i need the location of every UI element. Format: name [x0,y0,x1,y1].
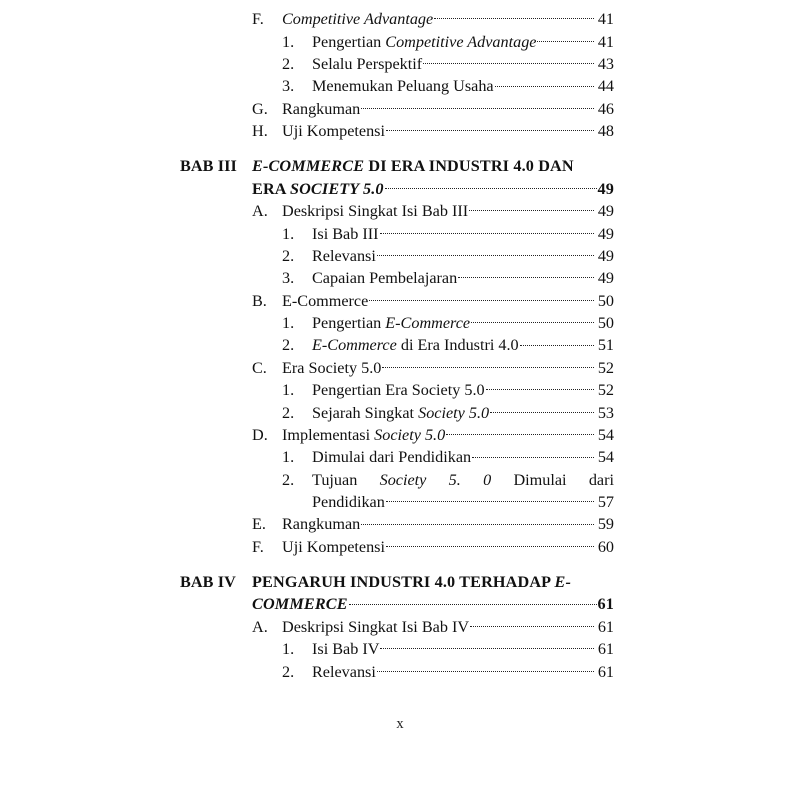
toc-chapter-row-cont[interactable] [180,593,614,615]
dot-leader [537,30,594,46]
entry-body [282,357,614,379]
entry-body [312,638,614,660]
page-number: 53 [597,403,614,422]
entry-title-run: Society 5. 0 [379,470,492,489]
dot-leader [495,75,594,91]
entry-text [312,53,422,75]
section-marker: F. [252,537,264,556]
entry-title-run: Implementasi [282,426,375,445]
entry-body [282,424,614,446]
entry-title-run: Pengertian [312,314,386,333]
entry-title-run: ERA [252,179,290,198]
entry-body [282,98,614,120]
entry-body [282,290,614,312]
page-number: 52 [597,381,614,400]
entry-body [312,245,614,267]
toc-section-row[interactable] [180,8,614,30]
entry-text [252,178,384,200]
page-number: 61 [597,640,614,659]
entry-text [312,31,536,53]
toc-subentry-row[interactable] [180,401,614,423]
entry-title-run: Pengertian Era Society 5.0 [312,381,485,400]
toc-subentry-row[interactable] [180,334,614,356]
entry-title-run: Rangkuman [282,99,361,118]
entry-text [282,98,360,120]
toc-subentry-row[interactable] [180,30,614,52]
page-number: 49 [597,202,614,221]
page-number: 50 [597,291,614,310]
dot-leader [469,200,594,216]
entry-text [252,155,574,177]
dot-leader [470,616,594,632]
entry-title-run: SOCIETY 5.0 [289,179,384,198]
entry-title-run: E-Commerce [312,336,397,355]
toc-subentry-row[interactable] [180,312,614,334]
entry-text [282,357,381,379]
dot-leader [380,222,594,238]
toc-section-row[interactable] [180,536,614,558]
toc-section-row[interactable] [180,200,614,222]
entry-text [312,491,385,513]
toc-section-row[interactable] [180,98,614,120]
page-number: 59 [597,515,614,534]
page-number: 49 [597,246,614,265]
toc-subentry-row[interactable] [180,638,614,660]
subentry-marker: 2. [282,54,295,73]
subentry-marker: 1. [282,224,295,243]
page-folio: x [396,716,404,732]
dot-leader [386,491,594,507]
entry-title-run: COMMERCE [252,595,348,614]
section-marker: B. [252,291,267,310]
entry-text [282,616,469,638]
entry-title-run: Uji Kompetensi [282,537,385,556]
entry-text [312,446,471,468]
dot-leader [520,334,594,350]
entry-text [312,223,379,245]
dot-leader [380,638,594,654]
entry-body [312,491,614,513]
entry-title-run: E-Commerce [385,314,471,333]
page-number: 41 [597,10,614,29]
entry-body [282,513,614,535]
toc-subentry-row[interactable] [180,222,614,244]
entry-title-run: E-COMMERCE [252,157,365,176]
page-number: 44 [597,77,614,96]
subentry-marker: 3. [282,77,295,96]
entry-title-run: Era Society 5.0 [282,358,382,377]
page-number: 61 [597,617,614,636]
page-number: 61 [597,595,614,614]
section-marker: G. [252,99,268,118]
entry-text [252,571,571,593]
page-number: 60 [597,537,614,556]
subentry-marker: 2. [282,470,295,489]
dot-leader [446,424,594,440]
entry-title-run: Dimulai dari Pendidikan [312,448,472,467]
dot-leader [472,446,594,462]
toc-section-row[interactable] [180,616,614,638]
entry-body [312,267,614,289]
toc-subentry-row-cont[interactable] [180,491,614,513]
entry-title-run: Relevansi [312,246,376,265]
entry-text [282,424,445,446]
section-marker: D. [252,426,268,445]
page-number: 49 [597,224,614,243]
entry-body [312,660,614,682]
entry-text [282,120,385,142]
entry-body [282,120,614,142]
subentry-marker: 3. [282,269,295,288]
toc-chapter-row[interactable] [180,155,614,177]
toc-section-row[interactable] [180,424,614,446]
page-number: 52 [597,358,614,377]
entry-text [312,402,489,424]
entry-title-run: Relevansi [312,662,376,681]
dot-leader [490,401,594,417]
entry-title-run: Capaian Pembelajaran [312,269,458,288]
subentry-marker: 1. [282,381,295,400]
entry-text [282,290,368,312]
entry-text [312,334,519,356]
page-number: 43 [597,54,614,73]
entry-title-run: Rangkuman [282,515,361,534]
entry-body [282,8,614,30]
entry-body [312,446,614,468]
subentry-marker: 1. [282,32,295,51]
dot-leader [382,357,594,373]
entry-title-run: E- [554,573,572,591]
dot-leader [386,536,594,552]
section-marker: F. [252,10,264,29]
entry-body [312,75,614,97]
toc-subentry-row[interactable] [180,469,614,491]
toc-subentry-row[interactable] [180,660,614,682]
dot-leader [369,290,594,306]
toc-section-row[interactable] [180,290,614,312]
page-number: 50 [597,314,614,333]
chapter-marker: BAB IV [180,573,236,591]
section-marker: C. [252,358,267,377]
chapter-title-line1 [252,571,614,593]
dot-leader [458,267,594,283]
entry-title-run: di Era Industri 4.0 [396,336,519,355]
chapter-title-line1 [252,155,614,177]
dot-leader [349,593,597,609]
page-number: 54 [597,448,614,467]
page-number: 49 [597,179,614,198]
page-number: 54 [597,426,614,445]
entry-title-run: Society 5.0 [418,403,490,422]
entry-body [312,30,614,52]
entry-title-run: Competitive Advantage [282,10,434,29]
dot-leader [486,379,594,395]
dot-leader [385,178,597,194]
toc-subentry-row[interactable] [180,75,614,97]
entry-body [312,53,614,75]
subentry-marker: 1. [282,448,295,467]
chapter-title-line2 [252,178,614,200]
page-number: 61 [597,662,614,681]
dot-leader [471,312,594,328]
entry-title-run: Tujuan [312,470,380,489]
entry-title-run: Pengertian [312,32,386,51]
entry-text [282,8,433,30]
entry-title-run: Selalu Perspektif [312,54,423,73]
entry-text [312,379,485,401]
dot-leader [377,660,594,676]
entry-title-run: Deskripsi Singkat Isi Bab III [282,202,469,221]
chapter-marker: BAB III [180,157,237,176]
toc-section-row[interactable] [180,513,614,535]
entry-text [312,267,457,289]
dot-leader [361,98,594,114]
subentry-marker: 1. [282,640,295,659]
entry-title-run: Isi Bab IV [312,640,380,659]
dot-leader [434,8,594,24]
page-number: 57 [597,493,614,512]
entry-text [312,638,379,660]
entry-title-run: Pendidikan [312,493,385,512]
dot-leader [386,120,594,136]
toc-section-row[interactable] [180,120,614,142]
subentry-marker: 2. [282,662,295,681]
entry-text [282,200,468,222]
entry-text [312,245,376,267]
entry-text [312,75,494,97]
dot-leader [423,53,594,69]
entry-title-run: Sejarah Singkat [312,403,419,422]
entry-body [312,334,614,356]
subentry-marker: 2. [282,336,295,355]
toc-chapter-row-cont[interactable] [180,178,614,200]
subentry-marker: 2. [282,246,295,265]
entry-title-run: Society 5.0 [374,426,446,445]
section-marker: A. [252,202,268,221]
entry-body [312,312,614,334]
subentry-marker: 1. [282,314,295,333]
toc-subentry-row[interactable] [180,446,614,468]
section-marker: H. [252,122,268,141]
toc-section-row[interactable] [180,357,614,379]
entry-title-run: Deskripsi Singkat Isi Bab IV [282,617,470,636]
dot-leader [377,245,594,261]
toc-chapter-row[interactable] [180,571,614,593]
entry-title-run: DI ERA INDUSTRI 4.0 DAN [364,157,574,176]
page-number: 46 [597,99,614,118]
entry-text [282,513,360,535]
page-number: 49 [597,269,614,288]
toc-subentry-row[interactable] [180,379,614,401]
entry-text [312,469,614,491]
entry-body [312,379,614,401]
toc-subentry-row[interactable] [180,267,614,289]
toc-subentry-row[interactable] [180,245,614,267]
entry-body [312,401,614,423]
section-marker: E. [252,515,266,534]
toc-list [180,8,614,683]
entry-body [282,536,614,558]
entry-text [312,661,376,683]
page-number: 41 [597,32,614,51]
toc-subentry-row[interactable] [180,53,614,75]
dot-leader [361,513,594,529]
page-number: 48 [597,122,614,141]
entry-title-run: Isi Bab III [312,224,379,243]
entry-body [282,616,614,638]
entry-title-run: E-Commerce [282,291,369,310]
entry-text [312,312,470,334]
entry-title-run: Dimulai dari [491,470,614,489]
chapter-title-line2 [252,593,614,615]
subentry-marker: 2. [282,403,295,422]
entry-text [282,536,385,558]
page-number: 51 [597,336,614,355]
entry-body [312,222,614,244]
entry-body [282,200,614,222]
entry-title-run: Competitive Advantage [385,32,537,51]
entry-title-run: Menemukan Peluang Usaha [312,77,494,96]
entry-text [252,593,348,615]
entry-title-run: Uji Kompetensi [282,122,385,141]
section-marker: A. [252,617,268,636]
entry-title-run: PENGARUH INDUSTRI 4.0 TERHADAP [252,573,555,591]
